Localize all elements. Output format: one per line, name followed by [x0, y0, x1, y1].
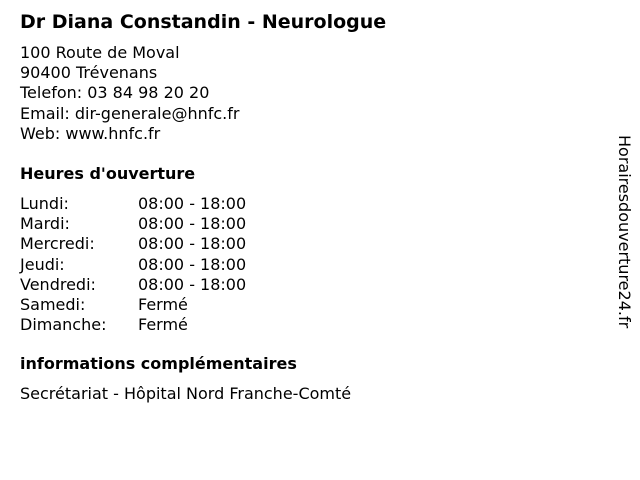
hours-row-friday: [20, 275, 246, 295]
time-value: 08:00 - 18:00: [138, 234, 247, 254]
time-value: 08:00 - 18:00: [138, 274, 247, 294]
day-label: Samedi:: [20, 295, 86, 315]
info-text: Secrétariat - Hôpital Nord Franche-Comté: [20, 384, 352, 403]
time-value: 08:00 - 18:00: [138, 214, 247, 234]
contact-block: [20, 43, 239, 144]
hours-list: [20, 194, 246, 335]
day-label: Mercredi:: [20, 234, 95, 254]
hours-row-wednesday: [20, 234, 246, 254]
day-label: Dimanche:: [20, 315, 107, 335]
time-value: 08:00 - 18:00: [138, 254, 247, 274]
hours-row-sunday: [20, 315, 246, 335]
hours-row-saturday: [20, 295, 246, 315]
watermark: [612, 135, 636, 375]
phone-line: Telefon: 03 84 98 20 20: [20, 83, 210, 103]
web-line: Web: www.hnfc.fr: [20, 123, 161, 143]
email-line: Email: dir-generale@hnfc.fr: [20, 103, 240, 123]
day-label: Jeudi:: [20, 254, 65, 274]
hours-heading: Heures d'ouverture: [20, 164, 196, 183]
day-label: Vendredi:: [20, 274, 96, 294]
day-label: Mardi:: [20, 214, 70, 234]
address-street: 100 Route de Moval: [20, 43, 180, 62]
page-title: Dr Diana Constandin - Neurologue: [20, 11, 387, 33]
address-city: 90400 Trévenans: [20, 63, 158, 83]
day-label: Lundi:: [20, 194, 69, 213]
hours-row-thursday: [20, 255, 246, 275]
time-value: 08:00 - 18:00: [138, 194, 247, 213]
hours-row-tuesday: [20, 214, 246, 234]
info-heading: informations complémentaires: [20, 354, 297, 373]
watermark-text: Horairesdouverture24.fr: [615, 135, 634, 329]
time-value: Fermé: [138, 315, 188, 335]
hours-row-monday: [20, 194, 246, 214]
time-value: Fermé: [138, 295, 188, 315]
